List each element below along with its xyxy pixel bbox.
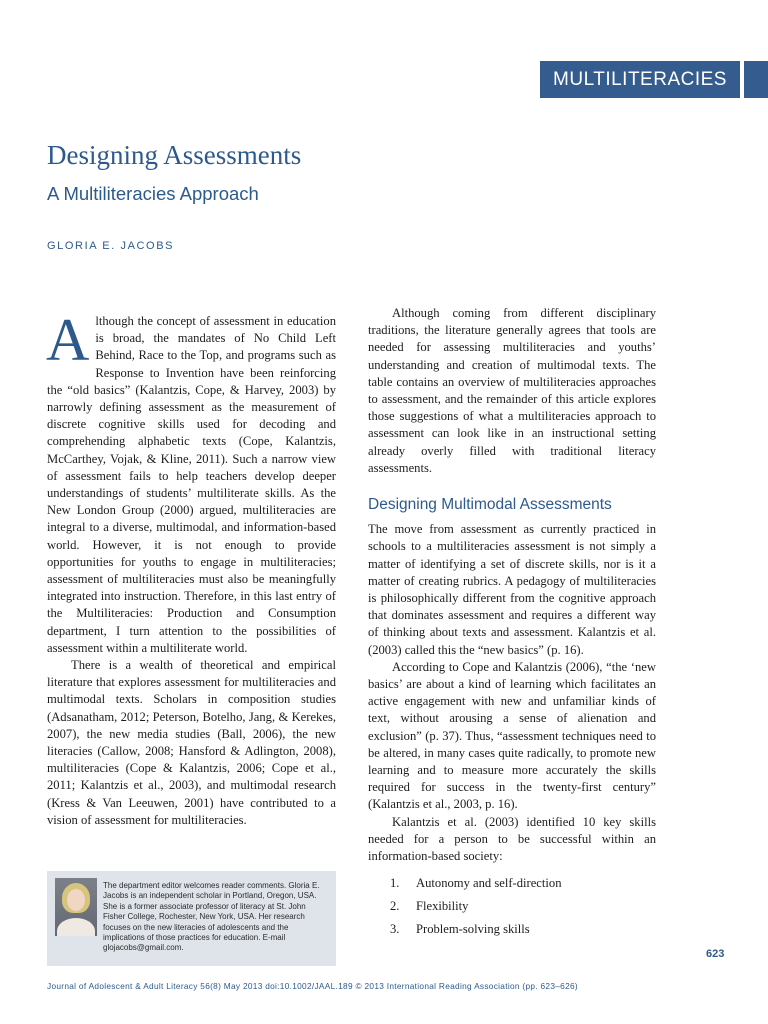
- list-item-number: 2.: [390, 899, 400, 913]
- body-paragraph: The move from assessment as currently practiced in schools to a multiliteracies assessment is not simply a matter of identifying a set of discrete skills, nor is it a matter of creating rubrics. A pedagogy of multiliteracies is philosophically different from the cognitive approach that dominates assessment and requires a different way of thinking about texts and assessment. Kalantzis et al. (2003) called this the “new basics” (p. 16).: [368, 522, 656, 657]
- skills-list: [368, 875, 656, 938]
- author-byline: GLORIA E. JACOBS: [47, 240, 175, 252]
- author-bio-box: [47, 871, 336, 966]
- department-banner: [540, 61, 740, 98]
- section-heading: Designing Multimodal Assessments: [368, 496, 612, 514]
- banner-tab: [744, 61, 768, 98]
- body-paragraph: There is a wealth of theoretical and empirical literature that explores assessment for multiliteracies and multimodal texts. Scholars in composition studies (Adsanatham, 2012; Peterson, Botelho, Jang, & Kerekes, 2007), the new media studies (Ball, 2006), the new literacies (Callow, 2008; Hansford & Adlington, 2008), multiliteracies (Cope & Kalantzis, 2006; Cope et al., 2011; Kalantzis et al., 2003), and multimodal research (Kress & Van Leeuwen, 2001) have contributed to a vision of assessment for multiliteracies.: [47, 658, 336, 827]
- author-photo: [55, 878, 97, 936]
- left-column: [46, 307, 336, 829]
- list-item-number: 1.: [390, 876, 400, 891]
- drop-cap: A: [46, 307, 90, 373]
- journal-footer: Journal of Adolescent & Adult Literacy 56(8) May 2013 doi:10.1002/JAAL.189 © 2013 International Reading Association (pp. 623–626): [47, 981, 578, 991]
- body-paragraph: Kalantzis et al. (2003) identified 10 key skills needed for a person to be successful within an information-based society:: [368, 814, 656, 864]
- list-item: [368, 921, 656, 938]
- list-item-number: 3.: [390, 921, 400, 936]
- body-paragraph: lthough the concept of assessment in education is broad, the mandates of No Child Left Behind, Race to the Top, and programs such as Response to Invention have been reinforcing the “old basics” (Kalantzis, Cope, & Harvey, 2003) by narrowly defining assessment as the measurement of discrete cognitive skills used for decoding and comprehending alphabetic texts (Cope, Kalantzis, McCarthey, Vojak, & Kline, 2011). Such a narrow view of assessment fails to help teachers develop deeper understandings of students’ multiliterate skills. As the New London Group (2000) argued, multiliteracies are integral to a diverse, multimodal, and information-based world. However, it is not enough to provide opportunities for youths to engage in multiliteracies; assessment of multiliteracies must also be meaningfully integrated into instruction. Therefore, in this last entry of the Multiliteracies: Production and Consumption department, I turn attention to the possibilities of assessment within a multiliterate world.: [47, 314, 336, 655]
- list-item-text: Autonomy and self-direction: [416, 876, 562, 891]
- body-paragraph: Although coming from different disciplinary traditions, the literature generally agrees that tools are needed for assessing multiliteracies and youths’ understanding and creation of multimodal texts. The table contains an overview of multiliteracies approaches to assessment, and the remainder of this article explores those suggestions of what a multiliteracies approach to assessment can look like in an instructional setting already overly filled with traditional literacy assessments.: [368, 306, 656, 475]
- list-item: [368, 875, 656, 892]
- right-column: [368, 305, 656, 943]
- page-number: 623: [706, 948, 725, 960]
- list-item-text: Flexibility: [416, 899, 469, 913]
- list-item: [368, 898, 656, 915]
- department-label: MULTILITERACIES: [553, 68, 727, 90]
- article-subtitle: A Multiliteracies Approach: [47, 183, 259, 204]
- body-paragraph: According to Cope and Kalantzis (2006), “the ‘new basics’ are about a kind of learning which facilitates an active engagement with new and unfamiliar kinds of text, without arousing a sense of alienation and exclusion” (p. 37). Thus, “assessment techniques need to be altered, in many cases quite radically, to promote new learning and to measure more accurately the skills required for success in the twenty-first century” (Kalantzis et al., 2003, p. 16).: [368, 659, 656, 812]
- author-bio-text: The department editor welcomes reader comments. Gloria E. Jacobs is an independent scholar in Portland, Oregon, USA. She is a former associate professor of literacy at St. John Fisher College, Rochester, New York, USA. Her research focuses on the new literacies of adolescents and the implications of those practices for education. E-mail glojacobs@gmail.com.: [103, 881, 320, 953]
- article-title: Designing Assessments: [47, 140, 302, 170]
- list-item-text: Problem-solving skills: [416, 921, 530, 936]
